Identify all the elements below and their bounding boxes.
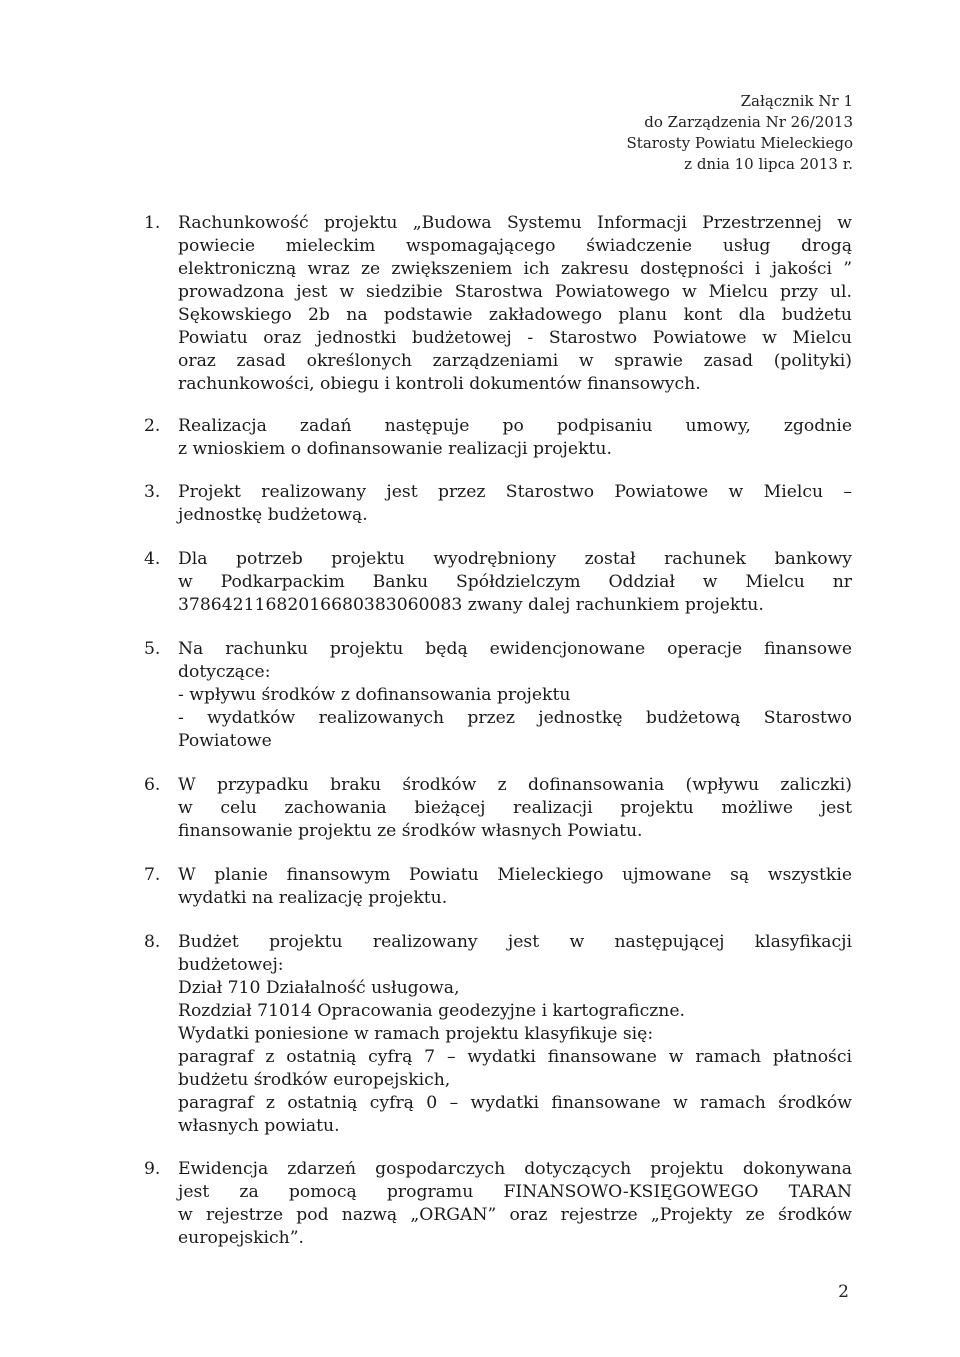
text-line: z wnioskiem o dofinansowanie realizacji projektu.: [178, 439, 612, 459]
header-line-3: Starosty Powiatu Mieleckiego: [626, 134, 853, 152]
item-number: 6.: [144, 775, 161, 795]
text-line: Powiatu oraz jednostki budżetowej - Starostwo Powiatowe w Mielcu: [178, 328, 852, 348]
text-line: Dla potrzeb projektu wyodrębniony został rachunek bankowy: [178, 549, 852, 569]
item-text: [178, 864, 852, 910]
text-line: elektroniczną wraz ze zwiększeniem ich zakresu dostępności i jakości ”: [178, 259, 852, 279]
numbered-list: [144, 212, 852, 1250]
text-line: - wydatków realizowanych przez jednostkę budżetową Starostwo: [178, 708, 852, 728]
item-number: 7.: [144, 865, 161, 885]
list-item-6: [144, 774, 852, 843]
item-text: [178, 481, 852, 527]
page-number: 2: [838, 1282, 849, 1302]
item-number: 4.: [144, 549, 161, 569]
text-line: Sękowskiego 2b na podstawie zakładowego planu kont dla budżetu: [178, 305, 852, 325]
text-line: Na rachunku projektu będą ewidencjonowane operacje finansowe: [178, 639, 852, 659]
text-line: własnych powiatu.: [178, 1116, 340, 1136]
list-item-5: [144, 638, 852, 753]
item-text: [178, 638, 852, 753]
item-text: [178, 548, 852, 617]
text-line: w rejestrze pod nazwą „ORGAN” oraz rejestrze „Projekty ze środków: [178, 1205, 852, 1225]
text-line: Budżet projektu realizowany jest w następującej klasyfikacji: [178, 932, 852, 952]
text-line: paragraf z ostatnią cyfrą 0 – wydatki finansowane w ramach środków: [178, 1093, 852, 1113]
header-line-1: Załącznik Nr 1: [740, 92, 853, 110]
text-line: prowadzona jest w siedzibie Starostwa Powiatowego w Mielcu przy ul.: [178, 282, 852, 302]
list-item-7: [144, 864, 852, 910]
text-line: jest za pomocą programu FINANSOWO-KSIĘGOWEGO TARAN: [178, 1182, 852, 1202]
list-item-1: [144, 212, 852, 396]
item-text: [178, 931, 852, 1138]
list-item-8: [144, 931, 852, 1138]
item-text: [178, 1158, 852, 1250]
text-line: paragraf z ostatnią cyfrą 7 – wydatki finansowane w ramach płatności: [178, 1047, 852, 1067]
item-number: 1.: [144, 213, 161, 233]
item-text: [178, 212, 852, 396]
item-number: 2.: [144, 416, 161, 436]
text-line: jednostkę budżetową.: [178, 505, 368, 525]
header-line-2: do Zarządzenia Nr 26/2013: [644, 113, 853, 131]
text-line: w celu zachowania bieżącej realizacji projektu możliwe jest: [178, 798, 852, 818]
text-line: budżetu środków europejskich,: [178, 1070, 451, 1090]
text-line: - wpływu środków z dofinansowania projektu: [178, 685, 571, 705]
list-item-2: [144, 415, 852, 461]
text-line: wydatki na realizację projektu.: [178, 888, 448, 908]
text-line: W planie finansowym Powiatu Mieleckiego ujmowane są wszystkie: [178, 865, 852, 885]
text-line: dotyczące:: [178, 662, 271, 682]
text-line: Ewidencja zdarzeń gospodarczych dotyczących projektu dokonywana: [178, 1159, 852, 1179]
text-line: oraz zasad określonych zarządzeniami w sprawie zasad (polityki): [178, 351, 852, 371]
text-line: Wydatki poniesione w ramach projektu klasyfikuje się:: [178, 1024, 654, 1044]
text-line: rachunkowości, obiegu i kontroli dokumentów finansowych.: [178, 374, 701, 394]
text-line: 37864211682016680383060083 zwany dalej rachunkiem projektu.: [178, 595, 764, 615]
header-line-4: z dnia 10 lipca 2013 r.: [684, 155, 853, 173]
item-number: 3.: [144, 482, 161, 502]
text-line: Realizacja zadań następuje po podpisaniu umowy, zgodnie: [178, 416, 852, 436]
list-item-3: [144, 481, 852, 527]
text-line: europejskich”.: [178, 1228, 304, 1248]
attachment-header: [627, 91, 853, 175]
list-item-4: [144, 548, 852, 617]
text-line: powiecie mieleckim wspomagającego świadczenie usług drogą: [178, 236, 852, 256]
item-number: 9.: [144, 1159, 161, 1179]
item-text: [178, 415, 852, 461]
text-line: Rozdział 71014 Opracowania geodezyjne i kartograficzne.: [178, 1001, 685, 1021]
text-line: finansowanie projektu ze środków własnych Powiatu.: [178, 821, 643, 841]
item-number: 5.: [144, 639, 161, 659]
text-line: budżetowej:: [178, 955, 284, 975]
list-item-9: [144, 1158, 852, 1250]
text-line: Powiatowe: [178, 731, 272, 751]
text-line: Rachunkowość projektu „Budowa Systemu Informacji Przestrzennej w: [178, 213, 852, 233]
item-text: [178, 774, 852, 843]
text-line: w Podkarpackim Banku Spółdzielczym Oddział w Mielcu nr: [178, 572, 852, 592]
text-line: Dział 710 Działalność usługowa,: [178, 978, 460, 998]
text-line: Projekt realizowany jest przez Starostwo Powiatowe w Mielcu –: [178, 482, 852, 502]
text-line: W przypadku braku środków z dofinansowania (wpływu zaliczki): [178, 775, 852, 795]
item-number: 8.: [144, 932, 161, 952]
